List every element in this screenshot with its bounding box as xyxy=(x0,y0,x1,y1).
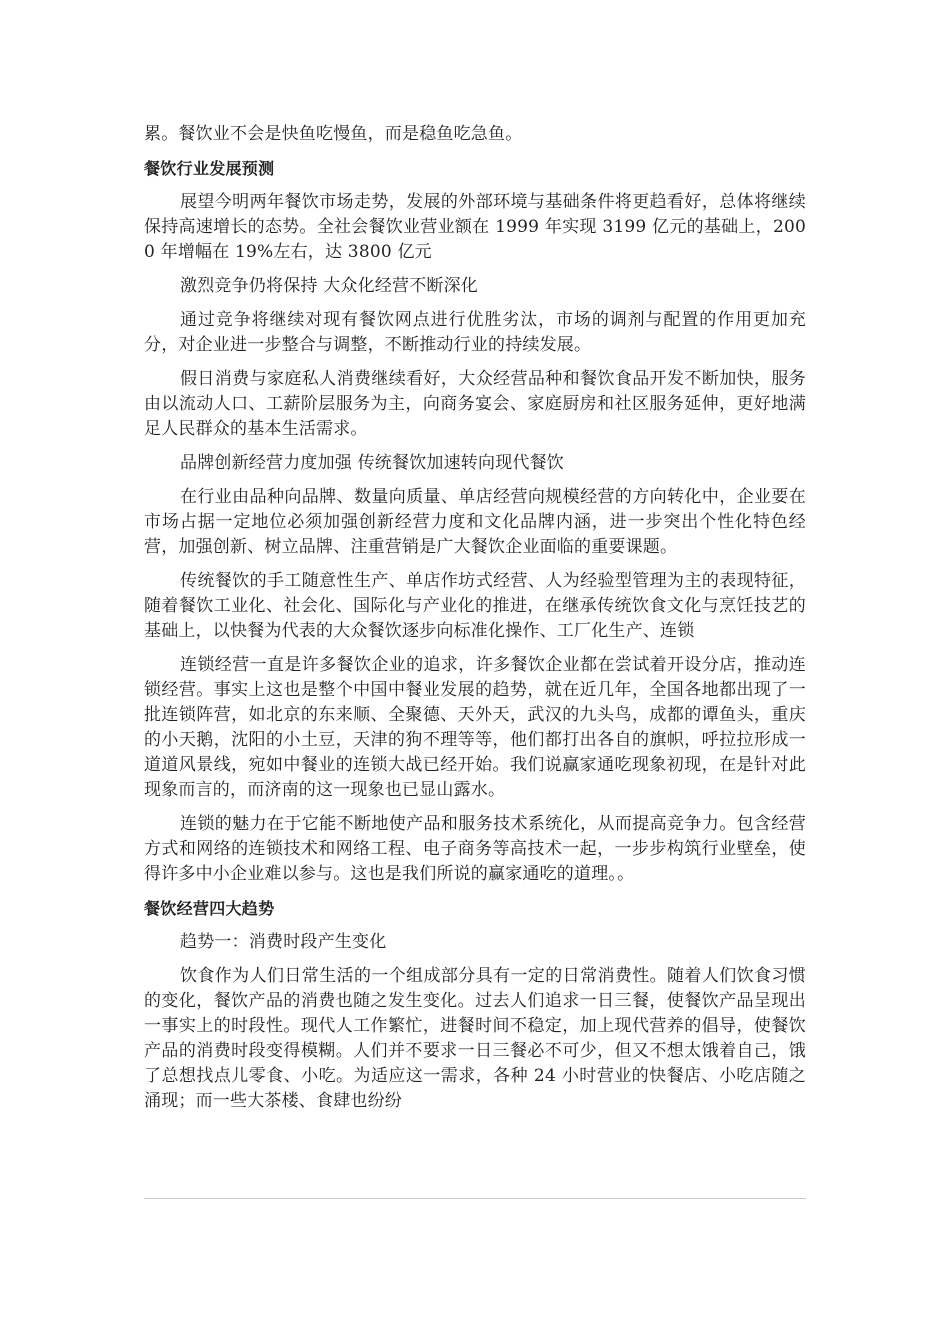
document-page xyxy=(144,122,806,1198)
paragraph: 传统餐饮的手工随意性生产、单店作坊式经营、人为经验型管理为主的表现特征，随着餐饮工业化、社会化、国际化与产业化的推进，在继承传统饮食文化与烹饪技艺的基础上，以快餐为代表的大众餐饮逐步向标准化操作、工厂化生产、连锁 xyxy=(144,571,806,641)
paragraph: 连锁经营一直是许多餐饮企业的追求，许多餐饮企业都在尝试着开设分店，推动连锁经营。事实上这也是整个中国中餐业发展的趋势，就在近几年，全国各地都出现了一批连锁阵营，如北京的东来顺、全聚德、天外天，武汉的九头鸟，成都的谭鱼头，重庆的小天鹅，沈阳的小土豆，天津的狗不理等等，他们都打出各自的旗帜，呼拉拉形成一道道风景线，宛如中餐业的连锁大战已经开始。我们说赢家通吃现象初现，在是针对此现象而言的，而济南的这一现象也已显山露水。 xyxy=(144,655,806,800)
paragraph: 通过竞争将继续对现有餐饮网点进行优胜劣汰，市场的调剂与配置的作用更加充分，对企业进一步整合与调整，不断推动行业的持续发展。 xyxy=(144,310,806,355)
paragraph: 饮食作为人们日常生活的一个组成部分具有一定的日常消费性。随着人们饮食习惯的变化，餐饮产品的消费也随之发生变化。过去人们追求一日三餐，使餐饮产品呈现出一事实上的时段性。现代人工作繁忙，进餐时间不稳定，加上现代营养的倡导，使餐饮产品的消费时段变得模糊。人们并不要求一日三餐必不可少，但又不想太饿着自己，饿了总想找点儿零食、小吃。为适应这一需求，各种 24 小时营业的快餐店、小吃店随之涌现；而一些大茶楼、食肆也纷纷 xyxy=(144,966,806,1111)
document-body xyxy=(144,122,806,1198)
page-bottom-divider xyxy=(144,1198,806,1199)
paragraph: 展望今明两年餐饮市场走势，发展的外部环境与基础条件将更趋看好，总体将继续保持高速增长的态势。全社会餐饮业营业额在 1999 年实现 3199 亿元的基础上，2000 年增幅在 19%左右，达 3800 亿元 xyxy=(144,192,806,262)
paragraph: 在行业由品种向品牌、数量向质量、单店经营向规模经营的方向转化中，企业要在市场占据一定地位必须加强创新经营力度和文化品牌内涵，进一步突出个性化特色经营，加强创新、树立品牌、注重营销是广大餐饮企业面临的重要课题。 xyxy=(144,487,806,557)
paragraph: 假日消费与家庭私人消费继续看好，大众经营品种和餐饮食品开发不断加快，服务由以流动人口、工薪阶层服务为主，向商务宴会、家庭厨房和社区服务延伸，更好地满足人民群众的基本生活需求。 xyxy=(144,369,806,439)
paragraph-continuation: 累。餐饮业不会是快鱼吃慢鱼，而是稳鱼吃急鱼。 xyxy=(144,124,523,144)
section-heading-trends: 餐饮经营四大趋势 xyxy=(144,899,275,918)
paragraph: 连锁的魅力在于它能不断地使产品和服务技术系统化，从而提高竞争力。包含经营方式和网络的连锁技术和网络工程、电子商务等高技术一起，一步步构筑行业壁垒，使得许多中小企业难以参与。这也是我们所说的赢家通吃的道理。。 xyxy=(144,814,806,884)
paragraph: 趋势一：消费时段产生变化 xyxy=(180,932,387,952)
paragraph: 激烈竞争仍将保持 大众化经营不断深化 xyxy=(180,276,479,296)
paragraph: 品牌创新经营力度加强 传统餐饮加速转向现代餐饮 xyxy=(180,453,565,473)
section-heading-forecast: 餐饮行业发展预测 xyxy=(144,159,275,178)
